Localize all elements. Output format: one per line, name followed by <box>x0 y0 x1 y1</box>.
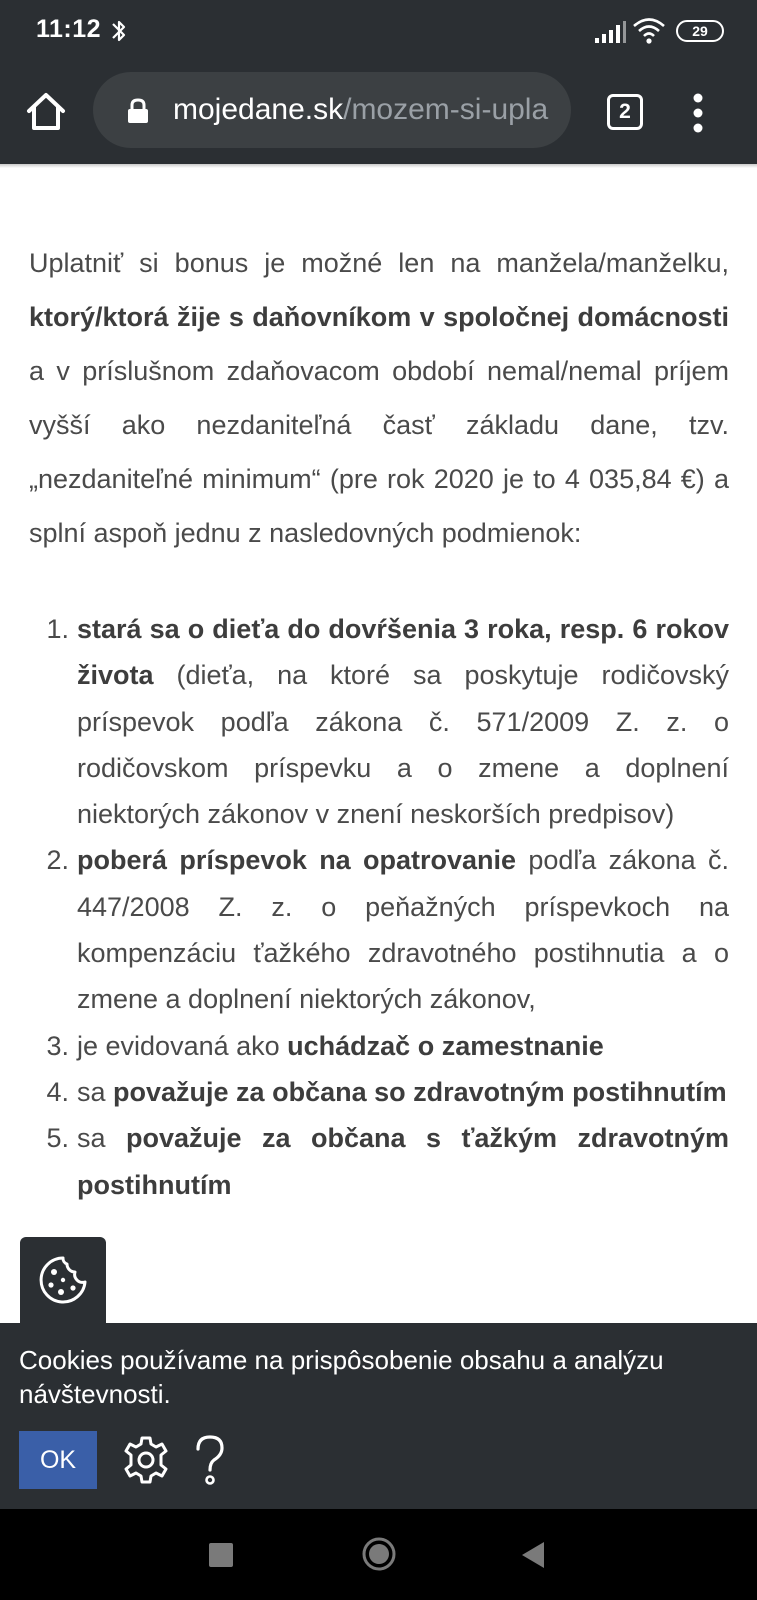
gear-icon[interactable] <box>121 1433 171 1487</box>
battery-level: 29 <box>692 23 708 39</box>
intro-paragraph <box>29 236 729 560</box>
condition-text: sa <box>77 1076 114 1107</box>
home-nav-icon[interactable] <box>361 1536 397 1572</box>
condition-bold: poberá príspevok na opatrovanie <box>77 845 517 876</box>
system-nav-bar <box>0 1509 757 1600</box>
bluetooth-icon <box>108 16 130 46</box>
list-number: 5. <box>46 1123 69 1154</box>
cookie-banner <box>0 1323 757 1509</box>
url-path: /mozem-si-upla <box>343 93 549 126</box>
recents-icon[interactable] <box>209 1543 233 1567</box>
article-content <box>29 236 729 1208</box>
back-icon[interactable] <box>520 1540 546 1570</box>
url-bar[interactable] <box>93 72 571 148</box>
list-item <box>29 1023 729 1069</box>
home-icon[interactable] <box>22 88 70 136</box>
list-number: 2. <box>46 845 69 876</box>
status-time: 11:12 <box>36 15 102 43</box>
wifi-icon <box>632 16 666 46</box>
url-domain: mojedane.sk <box>173 93 344 126</box>
condition-text: je evidovaná ako <box>77 1030 288 1061</box>
condition-text: sa <box>77 1123 126 1154</box>
condition-bold: uchádzač o zamestnanie <box>287 1030 604 1061</box>
list-item <box>29 606 729 837</box>
list-item <box>29 837 729 1022</box>
battery-icon <box>676 20 724 42</box>
status-bar <box>0 0 757 64</box>
condition-bold: považuje za občana so zdravotným postihnutím <box>113 1076 727 1107</box>
tab-count: 2 <box>619 100 631 123</box>
browser-toolbar <box>0 64 757 164</box>
condition-bold: stará sa o dieťa do dovŕšenia 3 roka, resp. 6 rokov života <box>77 614 729 691</box>
intro-bold: ktorý/ktorá žije s daňovníkom v spoločnej domácnosti <box>29 302 729 332</box>
list-item <box>29 1115 729 1208</box>
cookie-text: Cookies používame na prispôsobenie obsahu a analýzu návštevnosti. <box>19 1345 664 1409</box>
help-icon[interactable] <box>193 1433 227 1487</box>
list-number: 1. <box>46 614 69 644</box>
conditions-list <box>29 606 729 1208</box>
condition-bold: považuje za občana s ťažkým zdravotným postihnutím <box>77 1123 729 1200</box>
cookie-icon <box>37 1254 89 1306</box>
url-text <box>173 93 548 127</box>
condition-text: (dieťa, na ktoré sa poskytuje rodičovský príspevok podľa zákona č. 571/2009 Z. z. o rodičovskom príspevku a o zmene a doplnení niektorých zákonov v znení neskorších predpisov) <box>77 660 729 830</box>
tab-switcher-button[interactable] <box>607 94 643 130</box>
list-number: 4. <box>46 1076 69 1107</box>
signal-icon <box>594 20 626 44</box>
intro-text-2: a v príslušnom zdaňovacom období nemal/nemal príjem vyšší ako nezdaniteľná časť základu dane, tzv. „nezdaniteľné minimum“ (pre rok 2020 je to 4 035,84 €) a splní aspoň jednu z nasledovných podmienok: <box>29 356 729 548</box>
list-number: 3. <box>46 1030 69 1061</box>
condition-text: podľa zákona č. 447/2008 Z. z. o peňažných príspevkoch na kompenzáciu ťažkého zdravotného postihnutia a o zmene a doplnení niektorých zákonov, <box>77 845 729 1015</box>
lock-icon <box>127 98 149 124</box>
ok-button[interactable]: OK <box>19 1431 97 1489</box>
more-vert-icon[interactable] <box>688 90 708 136</box>
list-item <box>29 1069 729 1115</box>
intro-text-1: Uplatniť si bonus je možné len na manžela/manželku, <box>29 248 729 278</box>
toolbar-shadow <box>0 164 757 168</box>
cookie-settings-button[interactable] <box>20 1237 106 1323</box>
